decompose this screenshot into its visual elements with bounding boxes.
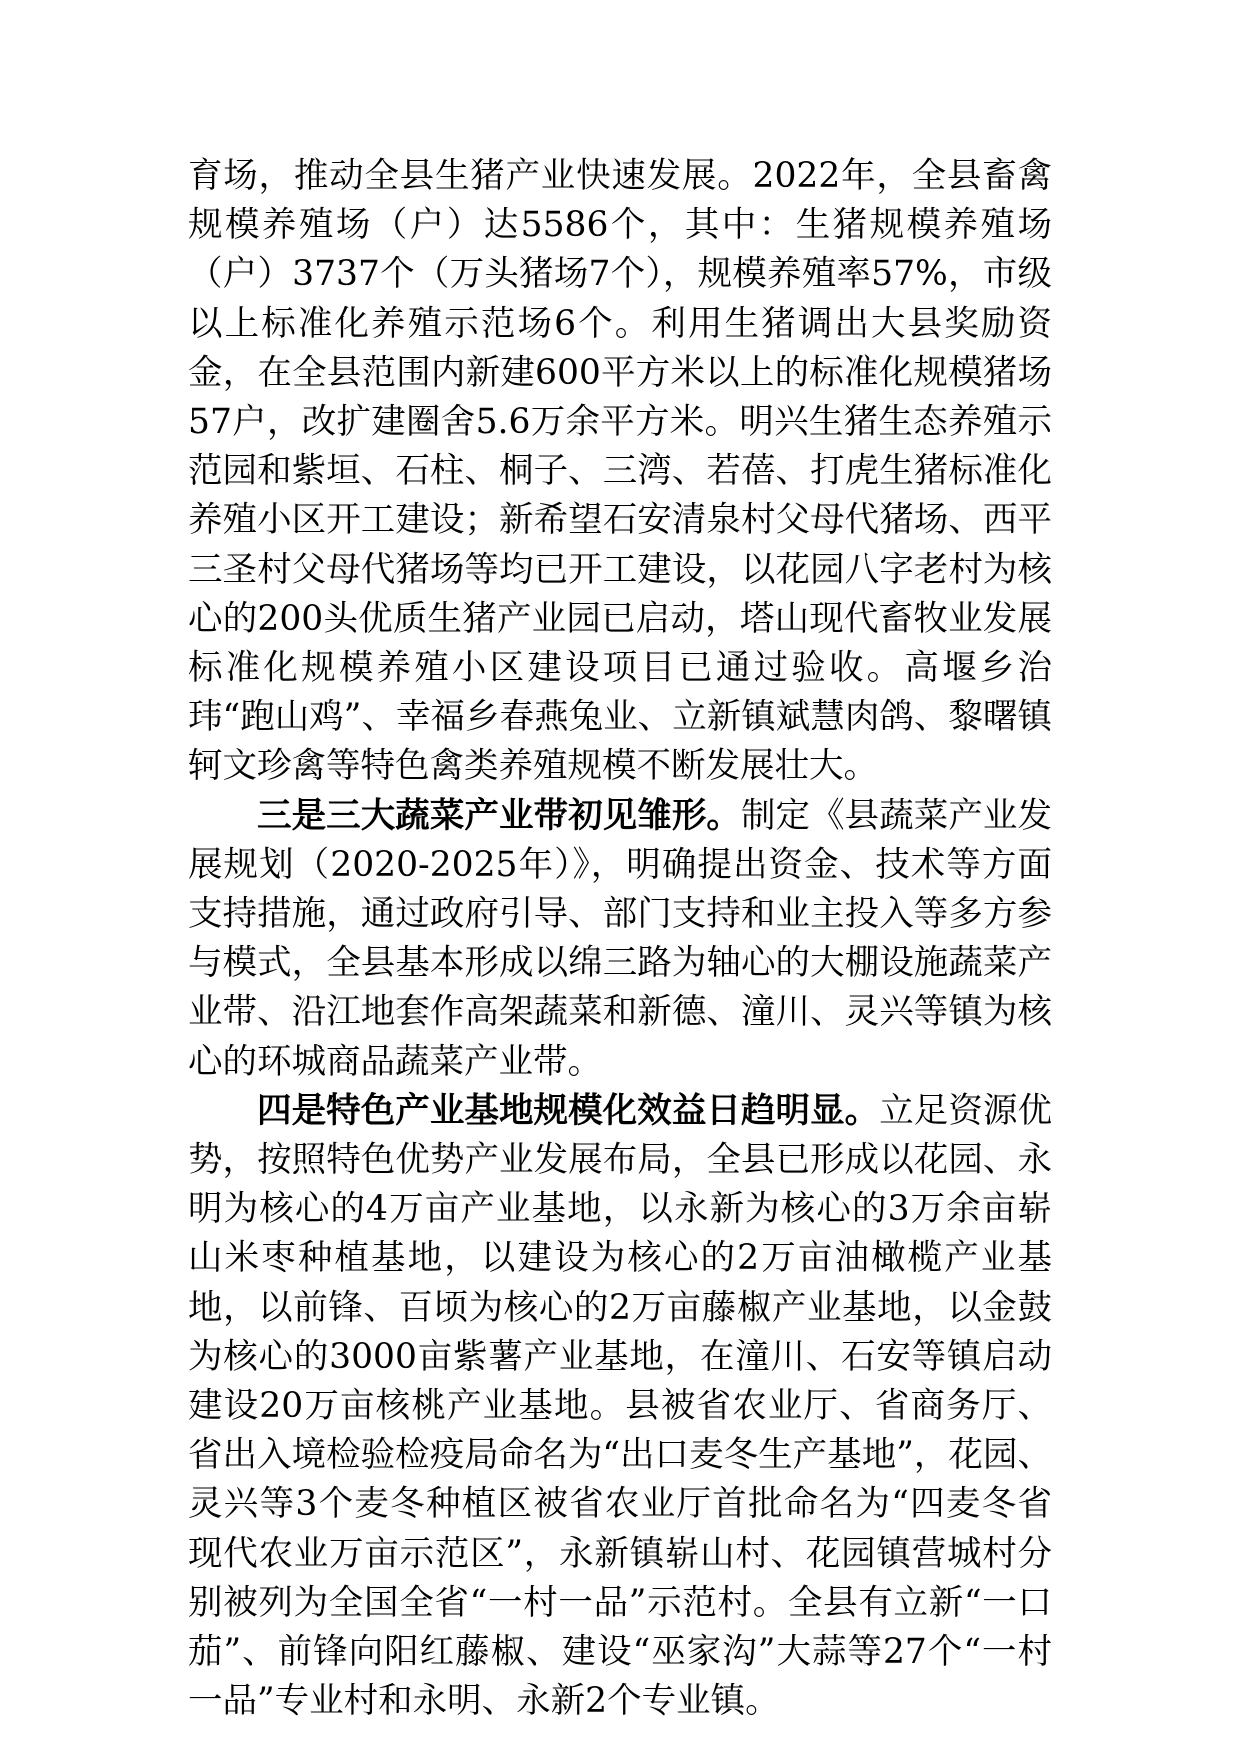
paragraph-specialty-bases <box>188 1087 1052 1727</box>
document-body <box>188 152 1052 1727</box>
paragraph-vegetable-belts <box>188 792 1052 1087</box>
paragraph-vegetable-belts-heading: 三是三大蔬菜产业带初见雏形。 <box>257 795 741 836</box>
paragraph-livestock <box>188 152 1052 792</box>
paragraph-specialty-bases-heading: 四是特色产业基地规模化效益日趋明显。 <box>257 1090 880 1131</box>
paragraph-livestock-text: 育场，推动全县生猪产业快速发展。2022年，全县畜禽规模养殖场（户）达5586个，其中：生猪规模养殖场（户）3737个（万头猪场7个），规模养殖率57%，市级以上标准化养殖示范场6个。利用生猪调出大县奖励资金，在全县范围内新建600平方米以上的标准化规模猪场57户，改扩建圈舍5.6万余平方米。明兴生猪生态养殖示范园和紫垣、石柱、桐子、三湾、若蓓、打虎生猪标准化养殖小区开工建设；新希望石安清泉村父母代猪场、西平三圣村父母代猪场等均已开工建设，以花园八字老村为核心的200头优质生猪产业园已启动，塔山现代畜牧业发展标准化规模养殖小区建设项目已通过验收。高堰乡治玮“跑山鸡”、幸福乡春燕兔业、立新镇斌慧肉鸽、黎曙镇轲文珍禽等特色禽类养殖规模不断发展壮大。 <box>188 156 1052 787</box>
paragraph-vegetable-belts-text: 制定《县蔬菜产业发展规划（2020-2025年）》，明确提出资金、技术等方面支持措施，通过政府引导、部门支持和业主投入等多方参与模式，全县基本形成以绵三路为轴心的大棚设施蔬菜产业带、沿江地套作高架蔬菜和新德、潼川、灵兴等镇为核心的环城商品蔬菜产业带。 <box>188 795 1052 1082</box>
paragraph-specialty-bases-text: 立足资源优势，按照特色优势产业发展布局，全县已形成以花园、永明为核心的4万亩产业基地，以永新为核心的3万余亩崭山米枣种植基地，以建设为核心的2万亩油橄榄产业基地，以前锋、百顷为核心的2万亩藤椒产业基地，以金鼓为核心的3000亩紫薯产业基地，在潼川、石安等镇启动建设20万亩核桃产业基地。县被省农业厅、省商务厅、省出入境检验检疫局命名为“出口麦冬生产基地”，花园、灵兴等3个麦冬种植区被省农业厅首批命名为“四麦冬省现代农业万亩示范区”，永新镇崭山村、花园镇营城村分别被列为全国全省“一村一品”示范村。全县有立新“一口茄”、前锋向阳红藤椒、建设“巫家沟”大蒜等27个“一村一品”专业村和永明、永新2个专业镇。 <box>188 1090 1053 1722</box>
